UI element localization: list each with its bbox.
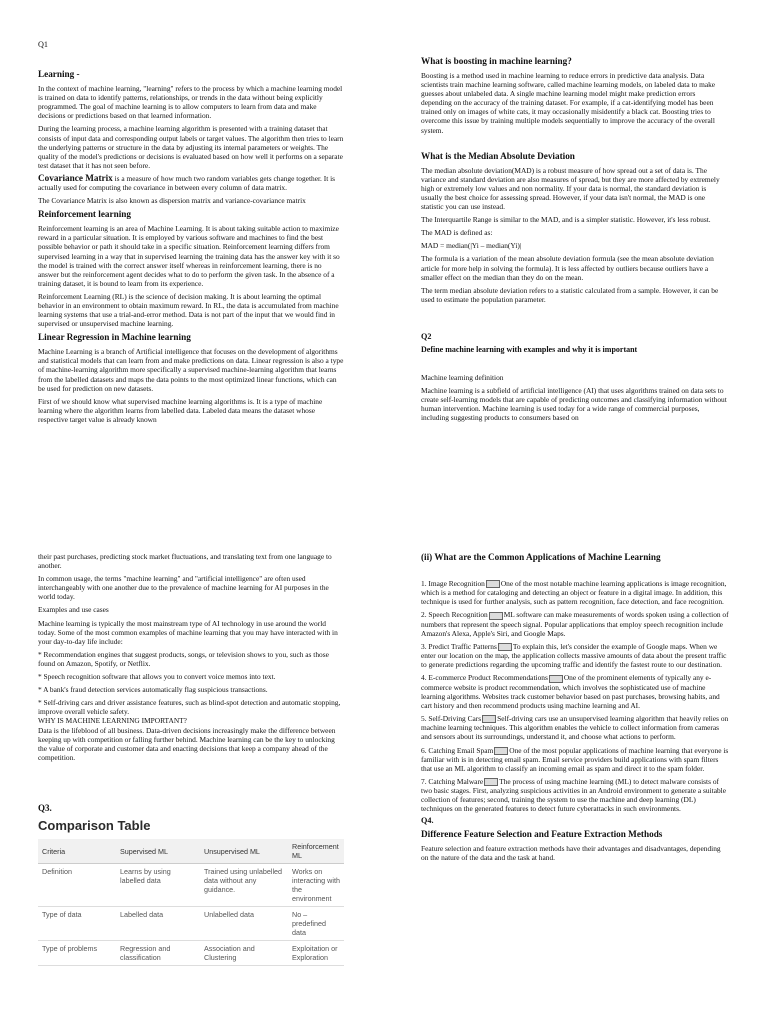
linear-regression-heading: Linear Regression in Machine learning [38, 332, 191, 343]
mad-heading: What is the Median Absolute Deviation [421, 150, 575, 161]
application-title: 7. Catching Malware [421, 777, 484, 786]
application-title: 2. Speech Recognition [421, 610, 488, 620]
application-text: One of the most notable machine learning applications is image recognition, which is a method for cataloging and detecting an object or feature in a digital image. In addition, this technique is used for further analysis, such as pattern recognition, face detection, and face recognition. [421, 579, 727, 607]
examples-label: Examples and use cases [38, 605, 109, 615]
learning-paragraph-2: During the learning process, a machine learning algorithm is presented with a training dataset that consists of input data and corresponding output labels or target values. The algorithm then tries to learn the underlying patterns or structure in the data by adjusting its internal parameters or weights. The quality of the model's predictions or decisions is evaluated based on how well it performs on a separate test dataset that it has not seen before. [38, 124, 344, 170]
replacement-char-icon [494, 747, 508, 755]
table-cell: Trained using unlabelled data without any guidance. [200, 864, 288, 907]
application-text: One of the prominent elements of typically any e-commerce website is product recommendation, which involves the sophisticated use of machine learning algorithms. Websites track customer behavior based on past purchases, browsing habits, and cart history and then recommend products using machine learning and AI. [421, 673, 720, 710]
mad-formula: MAD = median(|Yi – median(Yi)| [421, 241, 522, 251]
reinforcement-paragraph-1: Reinforcement learning is an area of Machine Learning. It is about taking suitable action to maximize reward in a particular situation. It is employed by various software and machines to find the best possible behavior or path it should take in a specific situation. Reinforcement learning differs from supervised learning in a way that in supervised learning the training data has the answer key with it so the model is trained with the correct answer itself whereas in reinforcement learning, there is no answer but the reinforcement agent decides what to do to perform the given task. In the absence of a training dataset, it is bound to learn from its experience. [38, 224, 340, 288]
mad-paragraph-6: The term median absolute deviation refers to a statistic calculated from a sample. However, it can be used to estimate the population parameter. [421, 285, 719, 304]
application-text: The process of using machine learning (ML) to detect malware consists of two basic stages. First, analyzing suspicious activities in an Android environment to generate a suitable collection of features; second, training the system to use the machine and deep learning (DL) techniques on the generated features to detect future cyberattacks in such environments. [421, 777, 727, 814]
boosting-heading: What is boosting in machine learning? [421, 56, 572, 66]
learning-heading: Learning - [38, 69, 80, 80]
table-header: Criteria [38, 839, 116, 864]
ml-definition-paragraph: Machine learning is a subfield of artificial intelligence (AI) that uses algorithms trained on data sets to create self-learning models that are capable of predicting outcomes and classifying information without human intervention. Machine learning is used today for a wide range of commercial purposes, including suggesting products to consumers based on [421, 386, 727, 423]
question-4-heading: Difference Feature Selection and Feature Extraction Methods [421, 828, 663, 839]
linear-regression-paragraph-1: Machine Learning is a branch of Artificial intelligence that focuses on the development of algorithms and statistical models that can learn from and make predictions on data. Linear regression is also a type of machine-learning algorithm more specifically a supervised machine-learning algorithm that learns from the labelled datasets and maps the data points to the most optimized linear functions, which can be used for prediction on new datasets. [38, 347, 344, 393]
application-text: Self-driving cars use an unsupervised learning algorithm that heavily relies on machine learning techniques. This algorithm enables the vehicle to collect information from cameras and sensors about its surroundings, understand it, and choose what actions to perform. [421, 714, 729, 742]
application-text: To explain this, let's consider the example of Google maps. When we enter our location on the map, the application collects massive amounts of data about the present traffic to generate predictions regarding the upcoming traffic and identify the fastest route to our destination. [421, 641, 727, 670]
question-2-heading: Define machine learning with examples and why it is important [421, 344, 638, 354]
replacement-char-icon [482, 715, 496, 723]
why-important-heading: WHY IS MACHINE LEARNING IMPORTANT? [38, 716, 187, 726]
table-cell: Labelled data [116, 907, 200, 941]
table-row [38, 907, 344, 941]
bullet-self-driving: * Self-driving cars and driver assistance features, such as blind-spot detection and automatic stopping, improve overall vehicle safety. [38, 698, 341, 717]
question-3-label: Q3. [38, 803, 52, 813]
application-item [421, 610, 729, 637]
ml-definition-label: Machine learning definition [421, 372, 504, 382]
table-cell: Works on interacting with the environment [288, 864, 344, 907]
table-row [38, 941, 344, 966]
mad-paragraph-1: The median absolute deviation(MAD) is a robust measure of how spread out a set of data is. The variance and standard deviation are also measures of spread, but they are more affected by extremely high or extremely low values and non normality. If your data is normal, the standard deviation is usually the best choice for assessing spread. However, if your data isn't normal, the MAD is one statistic you can use instead. [421, 165, 720, 212]
application-text: One of the most popular applications of machine learning that everyone is familiar with is in detecting email spam. Email service providers build applications with spam filters that use an ML algorithm to classify an incoming email as spam and direct it to the spam folder. [421, 745, 729, 773]
replacement-char-icon [489, 612, 503, 620]
mad-paragraph-2: The Interquartile Range is similar to the MAD, and is a simpler statistic. However, it's less robust. [421, 215, 711, 225]
table-cell: Type of data [38, 907, 116, 941]
question-1-label: Q1 [38, 40, 49, 49]
application-title: 6. Catching Email Spam [421, 745, 494, 755]
question-2-label: Q2 [421, 331, 432, 341]
application-item [421, 642, 729, 669]
bottom-left-column [38, 552, 344, 766]
replacement-char-icon [486, 580, 500, 588]
application-item [421, 746, 729, 773]
replacement-char-icon [484, 778, 498, 786]
table-cell: Definition [38, 864, 116, 907]
learning-paragraph-1: In the context of machine learning, "learning" refers to the process by which a machine learning model is trained on data to identify patterns, relationships, or trends in the data without being explicitly programmed. The goal of machine learning is to allow computers to learn from data and make decisions or predictions based on that learned information. [38, 84, 343, 121]
replacement-char-icon [549, 675, 563, 683]
bullet-recommendation: * Recommendation engines that suggest products, songs, or television shows to you, such as those found on Amazon, Spotify, or Netflix. [38, 649, 329, 668]
boosting-paragraph: Boosting is a method used in machine learning to reduce errors in predictive data analysis. Data scientists train machine learning software, called machine learning models, on labeled data to make guesses about unlabeled data. A single machine learning model might make prediction errors depending on the accuracy of the training dataset. For example, if a cat-identifying model has been trained only on images of white cats, it may occasionally misidentify a black cat. Boosting tries to overcome this issue by training multiple models sequentially to improve the accuracy of the overall system. [421, 71, 716, 135]
application-item [421, 777, 729, 814]
table-row [38, 864, 344, 907]
covariance-paragraph-2: The Covariance Matrix is also known as dispersion matrix and variance-covariance matrix [38, 196, 306, 206]
table-cell: No – predefined data [288, 907, 344, 941]
bottom-right-column [421, 552, 729, 866]
covariance-text: is a measure of how much two random variables gets change together. It is actually used for computing the covariance in between every column of data matrix. [38, 173, 336, 193]
replacement-char-icon [498, 643, 512, 651]
table-cell: Learns by using labelled data [116, 864, 200, 907]
mad-paragraph-5: The formula is a variation of the mean absolute deviation formula (see the mean absolute deviation article for more help in solving the formula). It is less affected by outliers because outliers have a smaller effect on the median than they do on the mean. [421, 254, 714, 282]
reinforcement-paragraph-2: Reinforcement Learning (RL) is the science of decision making. It is about learning the optimal behavior in an environment to obtain maximum reward. In RL, the data is accumulated from machine learning systems that use a trial-and-error method. Data is not part of the input that we would find in supervised or unsupervised machine learning. [38, 291, 339, 329]
table-cell: Association and Clustering [200, 941, 288, 966]
table-cell: Type of problems [38, 941, 116, 966]
table-header-row [38, 839, 344, 864]
question-4-paragraph: Feature selection and feature extraction methods have their advantages and disadvantages, depending on the nature of the data and the task at hand. [421, 843, 721, 862]
mad-paragraph-3: The MAD is defined as: [421, 228, 493, 238]
bl-paragraph-1: their past purchases, predicting stock market fluctuations, and translating text from one language to another. [38, 552, 332, 571]
application-item [421, 673, 729, 710]
table-cell: Regression and classification [116, 941, 200, 966]
reinforcement-heading: Reinforcement learning [38, 209, 131, 220]
comparison-table-block [38, 818, 344, 966]
table-cell: Exploitation or Exploration [288, 941, 344, 966]
application-title: 4. E-commerce Product Recommendations [421, 673, 548, 683]
bl-paragraph-2: In common usage, the terms "machine learning" and "artificial intelligence" are often used interchangeably with one another due to the prevalence of machine learning for AI purposes in the world today. [38, 574, 329, 602]
top-right-column [421, 56, 727, 426]
covariance-paragraph [38, 174, 344, 192]
application-item [421, 579, 729, 606]
bullet-fraud: * A bank's fraud detection services automatically flag suspicious transactions. [38, 685, 268, 695]
table-header: Reinforcement ML [288, 839, 344, 864]
application-title: 5. Self-Driving Cars [421, 714, 482, 724]
table-header: Unsupervised ML [200, 839, 288, 864]
applications-heading: (ii) What are the Common Applications of Machine Learning [421, 552, 661, 562]
application-title: 3. Predict Traffic Patterns [421, 641, 497, 651]
application-item [421, 714, 729, 741]
application-text: ML software can make measurements of words spoken using a collection of numbers that represent the speech signal. Popular applications that employ speech recognition include Amazon's Alexa, Apple's Siri, and Google Maps. [421, 610, 729, 638]
top-left-column [38, 40, 344, 428]
bl-paragraph-5: Data is the lifeblood of all business. Data-driven decisions increasingly make the difference between keeping up with competition or falling further behind. Machine learning can be the key to unlocking the value of corporate and customer data and enacting decisions that keep a company ahead of the competition. [38, 725, 336, 762]
bullet-speech: * Speech recognition software that allows you to convert voice memos into text. [38, 672, 276, 682]
application-title: 1. Image Recognition [421, 579, 485, 588]
comparison-table [38, 839, 344, 966]
table-cell: Unlabelled data [200, 907, 288, 941]
table-header: Supervised ML [116, 839, 200, 864]
comparison-table-title: Comparison Table [38, 818, 151, 833]
question-4-label: Q4. [421, 815, 434, 825]
linear-regression-paragraph-2: First of we should know what supervised machine learning algorithms is. It is a type of machine learning where the algorithm learns from labelled data. Labeled data means the dataset whose respective target value is already known [38, 396, 323, 424]
bl-paragraph-4: Machine learning is typically the most mainstream type of AI technology in use around the world today. Some of the most common examples of machine learning that you may have interacted with in your day-to-day life include: [38, 618, 338, 646]
covariance-heading: Covariance Matrix [38, 172, 113, 183]
